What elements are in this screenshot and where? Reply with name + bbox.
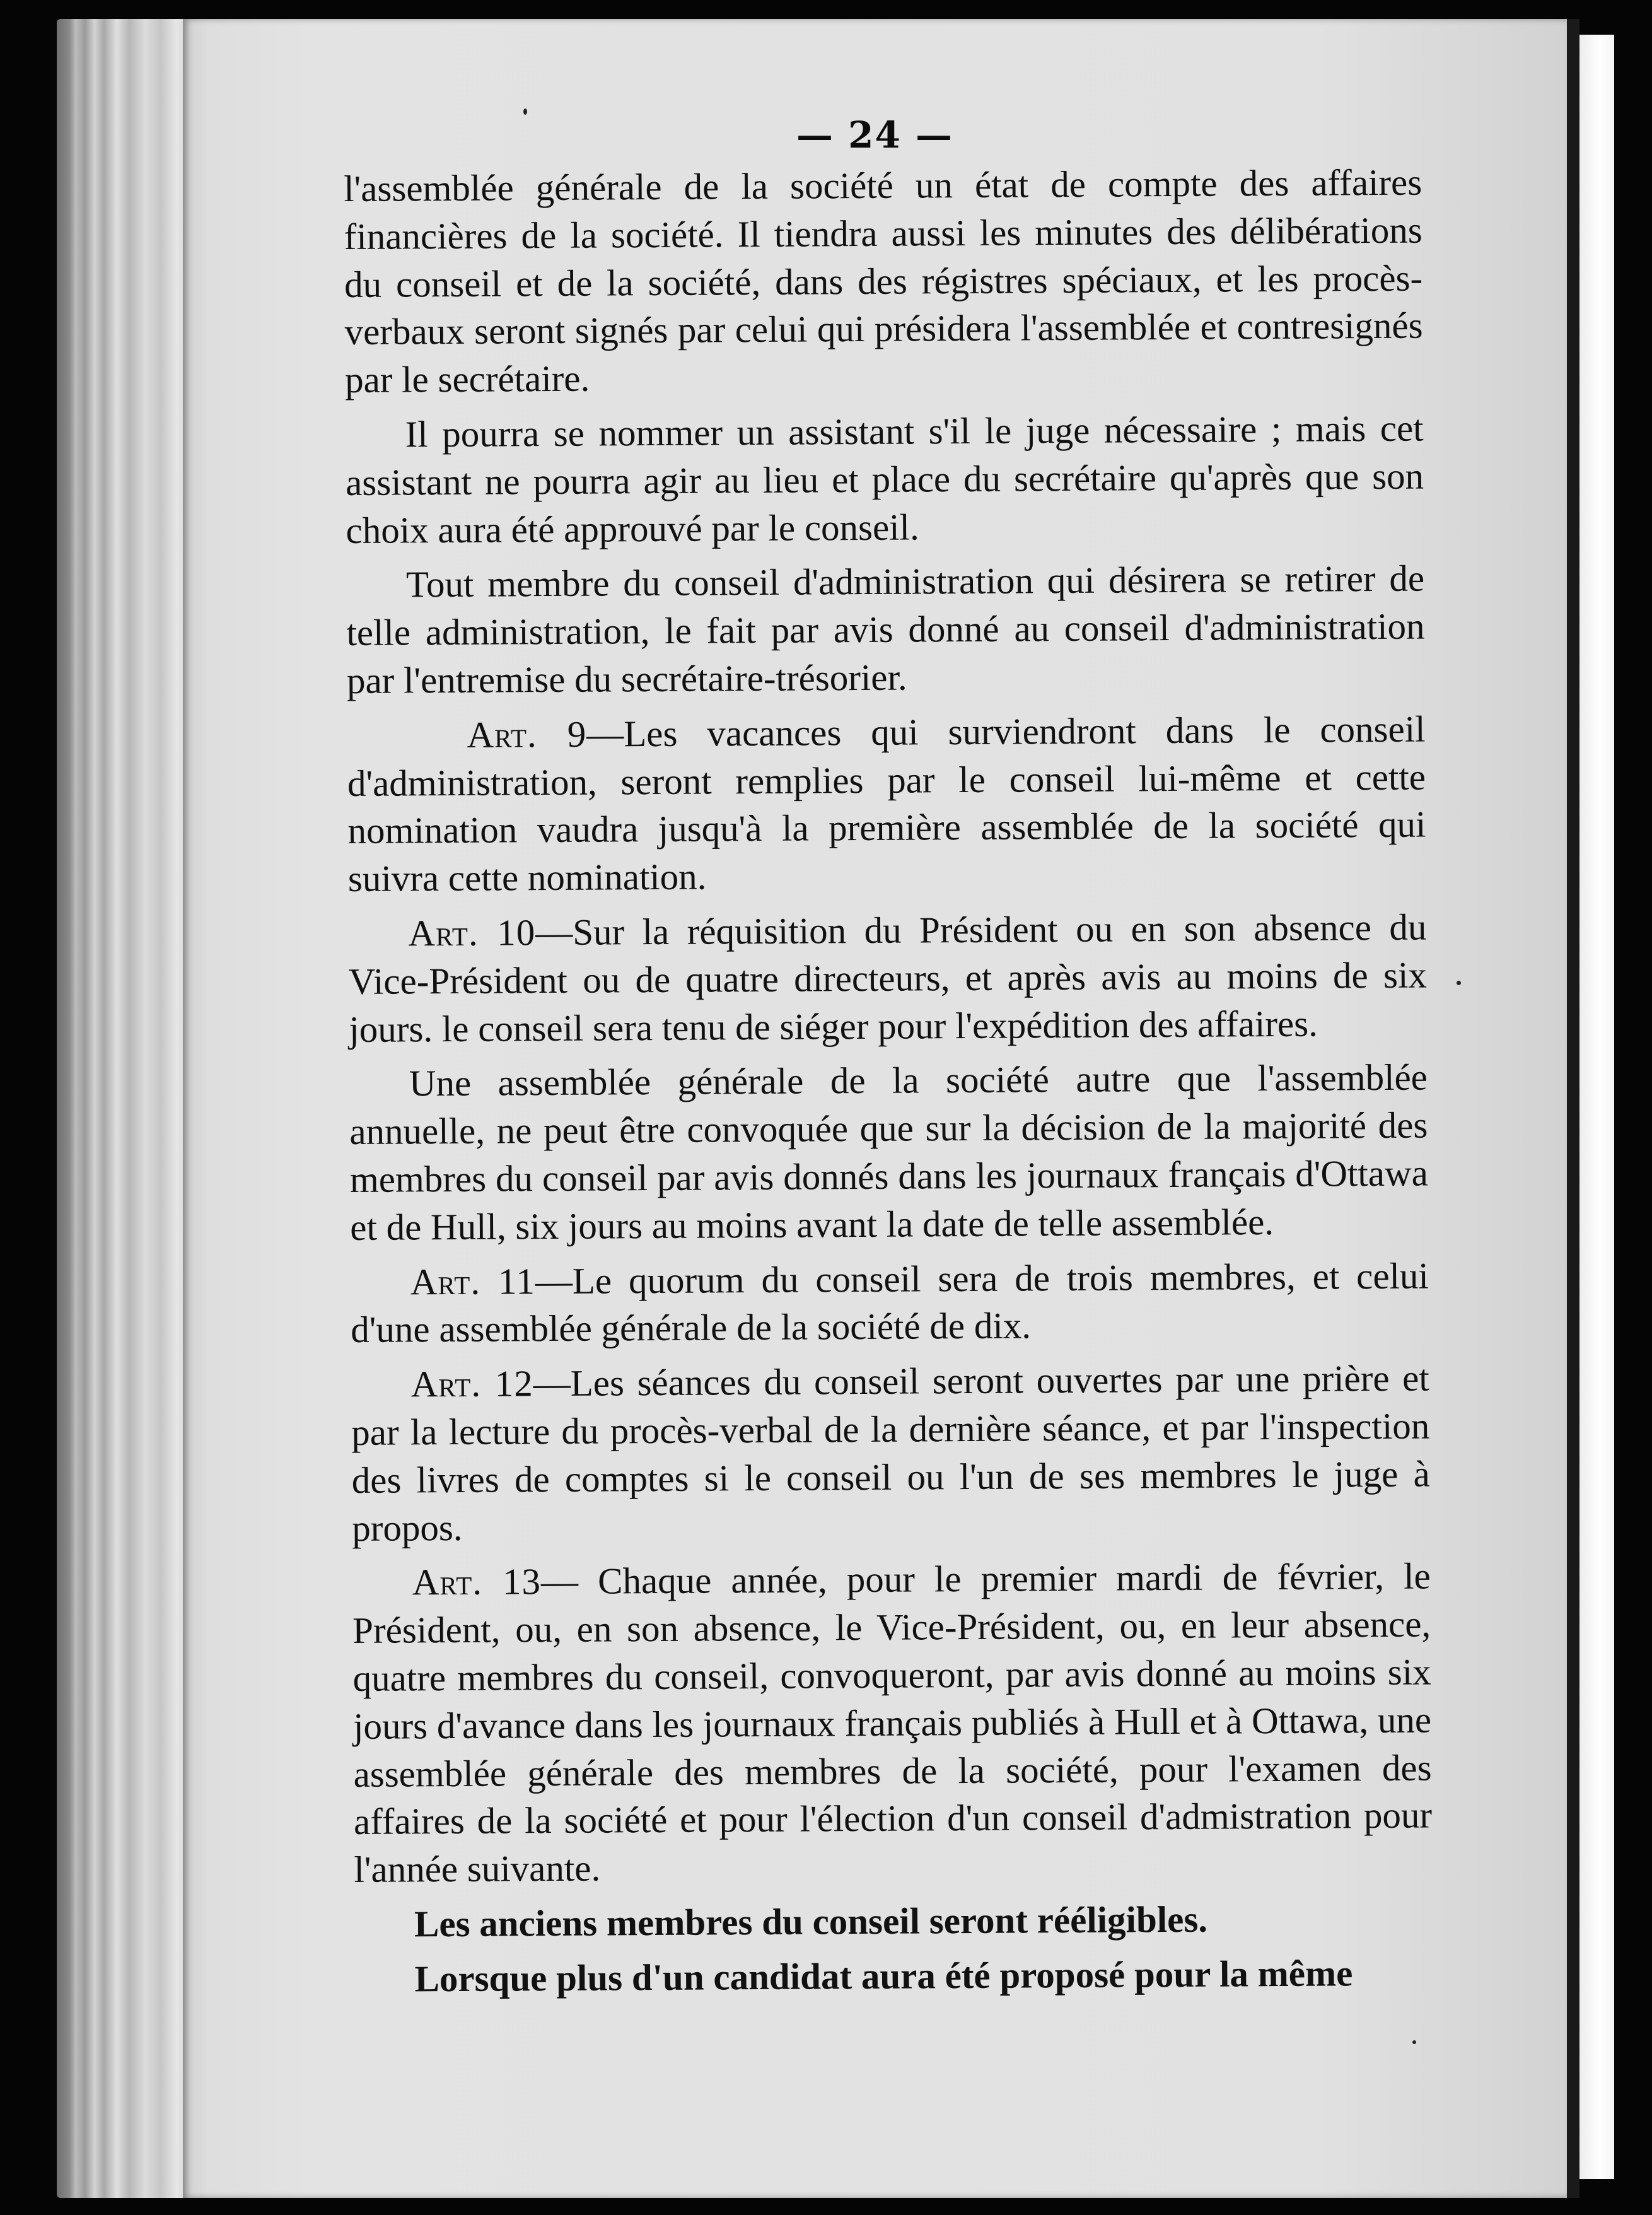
article-label: Art. 9	[467, 713, 587, 756]
article-9	[347, 705, 1426, 903]
page-number: — 24 —	[796, 114, 954, 156]
article-label: Art. 11	[410, 1259, 536, 1302]
article-text: —Sur la réquisition du Président ou en son absence du Vice-Président ou de quatre directeurs, et après avis au moins de six jours. le conseil sera tenu de siéger pour l'expédition des affaires.	[348, 906, 1428, 1050]
article-text: —Le quorum du conseil sera de trois membres, et celui d'une assemblée générale de la société de dix.	[351, 1254, 1429, 1351]
paragraph-text: Les anciens membres du conseil seront rééligibles.	[414, 1898, 1208, 1945]
ink-speck	[523, 108, 527, 115]
paragraph-text: Une assemblée générale de la société autre que l'assemblée annuelle, ne peut être convoquée que sur la décision de la majorité des membres du conseil par avis donnés dans les journaux français d'Ottawa et de Hull, six jours au moins avant la date de telle assemblée.	[349, 1056, 1428, 1248]
paragraph-assemblee-generale	[349, 1054, 1429, 1252]
paragraph-1	[344, 159, 1423, 404]
article-10	[348, 903, 1427, 1053]
article-text: —Les vacances qui surviendront dans le conseil d'administration, seront remplies par le conseil lui-même et cette nomination vaudra jusqu'à la première assemblée de la société qui suivra cette nomination.	[347, 708, 1426, 900]
article-text: — Chaque année, pour le premier mardi de février, le Président, ou, en son absence, le Vice-Président, ou, en leur absence, quatre membres du conseil, convoqueront, par avis donné au moins six jours d'avance dans les journaux français publiés à Hull et à Ottawa, une assemblée générale des membres de la société, pour l'examen des affaires de la société et pour l'élection d'un conseil d'admistration pour l'année suivante.	[352, 1555, 1433, 1891]
paragraph-text: Il pourra se nommer un assistant s'il le juge nécessaire ; mais cet assistant ne pourra agir au lieu et place du secrétaire qu'après que son choix aura été approuvé par le conseil.	[345, 407, 1424, 551]
article-13	[352, 1553, 1433, 1894]
ink-speck	[1412, 2040, 1416, 2044]
article-11	[351, 1252, 1429, 1354]
paragraph-3	[346, 555, 1425, 705]
paragraph-reeligibles	[354, 1894, 1433, 1948]
paragraph-text: Lorsque plus d'un candidat aura été proposé pour la même	[414, 1951, 1353, 2000]
paragraph-candidat	[354, 1949, 1433, 2003]
paragraph-text: l'assemblée générale de la société un état de compte des affaires financières de la société. Il tiendra aussi les minutes des délibérations du conseil et de la société, dans des régistres spéciaux, et les procès-verbaux seront signés par celui qui présidera l'assemblée et contresignés par le secrétaire.	[344, 161, 1423, 401]
paragraph-text: Tout membre du conseil d'administration qui désirera se retirer de telle administration, le fait par avis donné au conseil d'administration par l'entremise du secrétaire-trésorier.	[346, 557, 1425, 701]
article-text: —Les séances du conseil seront ouvertes par une prière et par la lecture du procès-verbal de la dernière séance, et par l'inspection des livres de comptes si le conseil ou l'un de ses membres le juge à propos.	[351, 1357, 1430, 1549]
paragraph-2	[345, 405, 1424, 555]
adjacent-leaf	[1579, 35, 1614, 2179]
article-label: Art. 12	[410, 1362, 533, 1405]
book-page-edges	[57, 19, 192, 2198]
article-label: Art. 10	[408, 911, 536, 954]
article-label: Art. 13	[412, 1560, 542, 1603]
ink-speck	[1457, 981, 1461, 985]
article-12	[351, 1355, 1431, 1553]
binding-gutter	[1567, 19, 1579, 2198]
page-body-text	[344, 159, 1433, 2011]
